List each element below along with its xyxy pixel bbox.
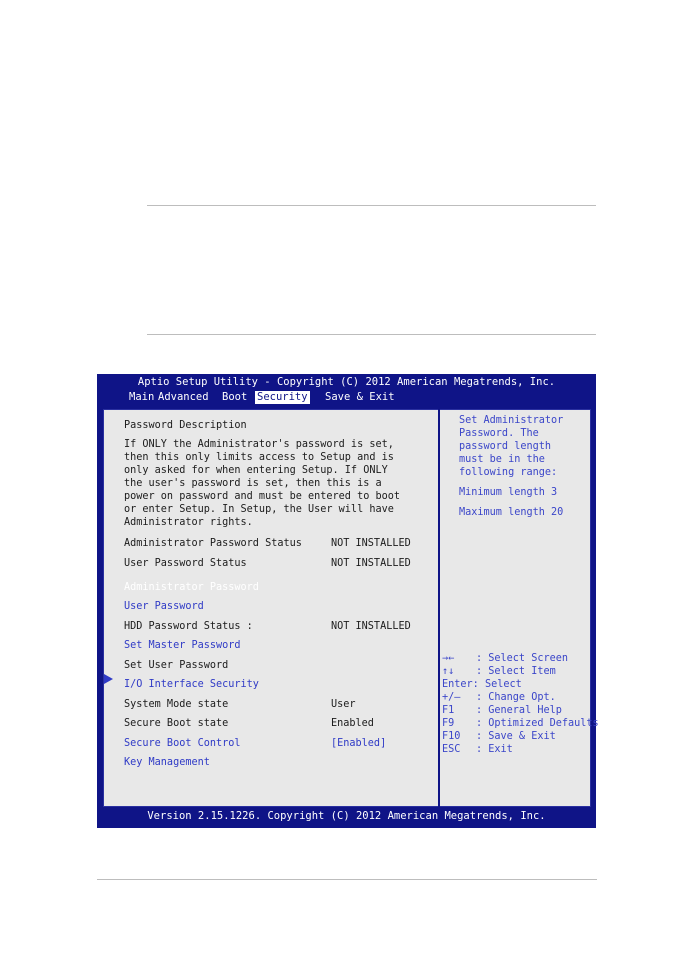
secure-boot-control-value[interactable]: [Enabled]	[331, 738, 387, 749]
top-rule-lower	[147, 334, 596, 335]
tab-bar	[97, 391, 596, 404]
tab-main[interactable]: Main	[129, 391, 155, 403]
help-maximum-length: Maximum length 20	[459, 507, 564, 518]
user-password-status-value: NOT INSTALLED	[331, 558, 411, 569]
administrator-password-item[interactable]: Administrator Password	[124, 582, 259, 593]
key-hint-key: F1	[442, 705, 455, 716]
help-panel	[440, 409, 599, 807]
submenu-arrow-icon	[104, 674, 113, 684]
key-hint-desc: : General Help	[476, 705, 562, 716]
description-line: power on password and must be entered to boot	[124, 491, 401, 502]
key-hint-desc: : Optimized Defaults	[476, 718, 599, 729]
user-password-item[interactable]: User Password	[124, 601, 204, 612]
key-hint-desc: : Select Item	[476, 666, 556, 677]
tab-security[interactable]: Security	[257, 391, 308, 403]
help-line: Password. The	[459, 428, 539, 439]
top-rule-upper	[147, 205, 596, 206]
help-minimum-length: Minimum length 3	[459, 487, 558, 498]
secure-boot-state-label: Secure Boot state	[124, 718, 229, 729]
io-interface-security-item[interactable]: I/O Interface Security	[124, 679, 259, 690]
settings-panel	[101, 407, 599, 809]
key-management-item[interactable]: Key Management	[124, 757, 210, 768]
key-hint-key: +/—	[442, 692, 461, 703]
system-mode-state-value: User	[331, 699, 356, 710]
key-hint-key: ↑↓	[442, 666, 455, 677]
hdd-password-status-value: NOT INSTALLED	[331, 621, 411, 632]
help-line: must be in the	[459, 454, 545, 465]
admin-password-status-value: NOT INSTALLED	[331, 538, 411, 549]
system-mode-state-label: System Mode state	[124, 699, 229, 710]
key-hint-key: Enter:	[442, 679, 479, 690]
key-hint-desc: : Select Screen	[476, 653, 569, 664]
help-line: following range:	[459, 467, 558, 478]
settings-list	[103, 409, 438, 807]
description-line: or enter Setup. In Setup, the User will have	[124, 504, 394, 515]
description-line: only asked for when entering Setup. If ONLY	[124, 465, 388, 476]
description-line: then this only limits access to Setup and is	[124, 452, 394, 463]
key-hint-desc: : Save & Exit	[476, 731, 556, 742]
set-master-password-item[interactable]: Set Master Password	[124, 640, 241, 651]
secure-boot-control-item[interactable]: Secure Boot Control	[124, 738, 241, 749]
key-hint-key: F9	[442, 718, 455, 729]
tab-boot[interactable]: Boot	[222, 391, 248, 403]
help-line: Set Administrator	[459, 415, 564, 426]
description-line: If ONLY the Administrator's password is set,	[124, 439, 394, 450]
description-line: Administrator rights.	[124, 517, 253, 528]
key-hint-key: F10	[442, 731, 461, 742]
key-hint-desc: : Change Opt.	[476, 692, 556, 703]
bios-title: Aptio Setup Utility - Copyright (C) 2012 American Megatrends, Inc.	[137, 376, 556, 388]
key-hint-key: ESC	[442, 744, 461, 755]
admin-password-status-label: Administrator Password Status	[124, 538, 302, 549]
tab-advanced[interactable]: Advanced	[158, 391, 209, 403]
bios-screen	[97, 374, 599, 828]
key-hint-desc: : Exit	[476, 744, 513, 755]
set-user-password-item: Set User Password	[124, 660, 229, 671]
bios-version-footer: Version 2.15.1226. Copyright (C) 2012 American Megatrends, Inc.	[147, 810, 546, 822]
page-footer-rule	[97, 879, 597, 880]
tab-save-exit[interactable]: Save & Exit	[325, 391, 395, 403]
user-password-status-label: User Password Status	[124, 558, 247, 569]
key-hint-key: →←	[442, 653, 455, 664]
secure-boot-state-value: Enabled	[331, 718, 374, 729]
description-line: the user's password is set, then this is a	[124, 478, 382, 489]
hdd-password-status-label: HDD Password Status :	[124, 621, 253, 632]
description-heading: Password Description	[124, 420, 247, 431]
help-line: password length	[459, 441, 552, 452]
key-hint-desc: Select	[485, 679, 522, 690]
